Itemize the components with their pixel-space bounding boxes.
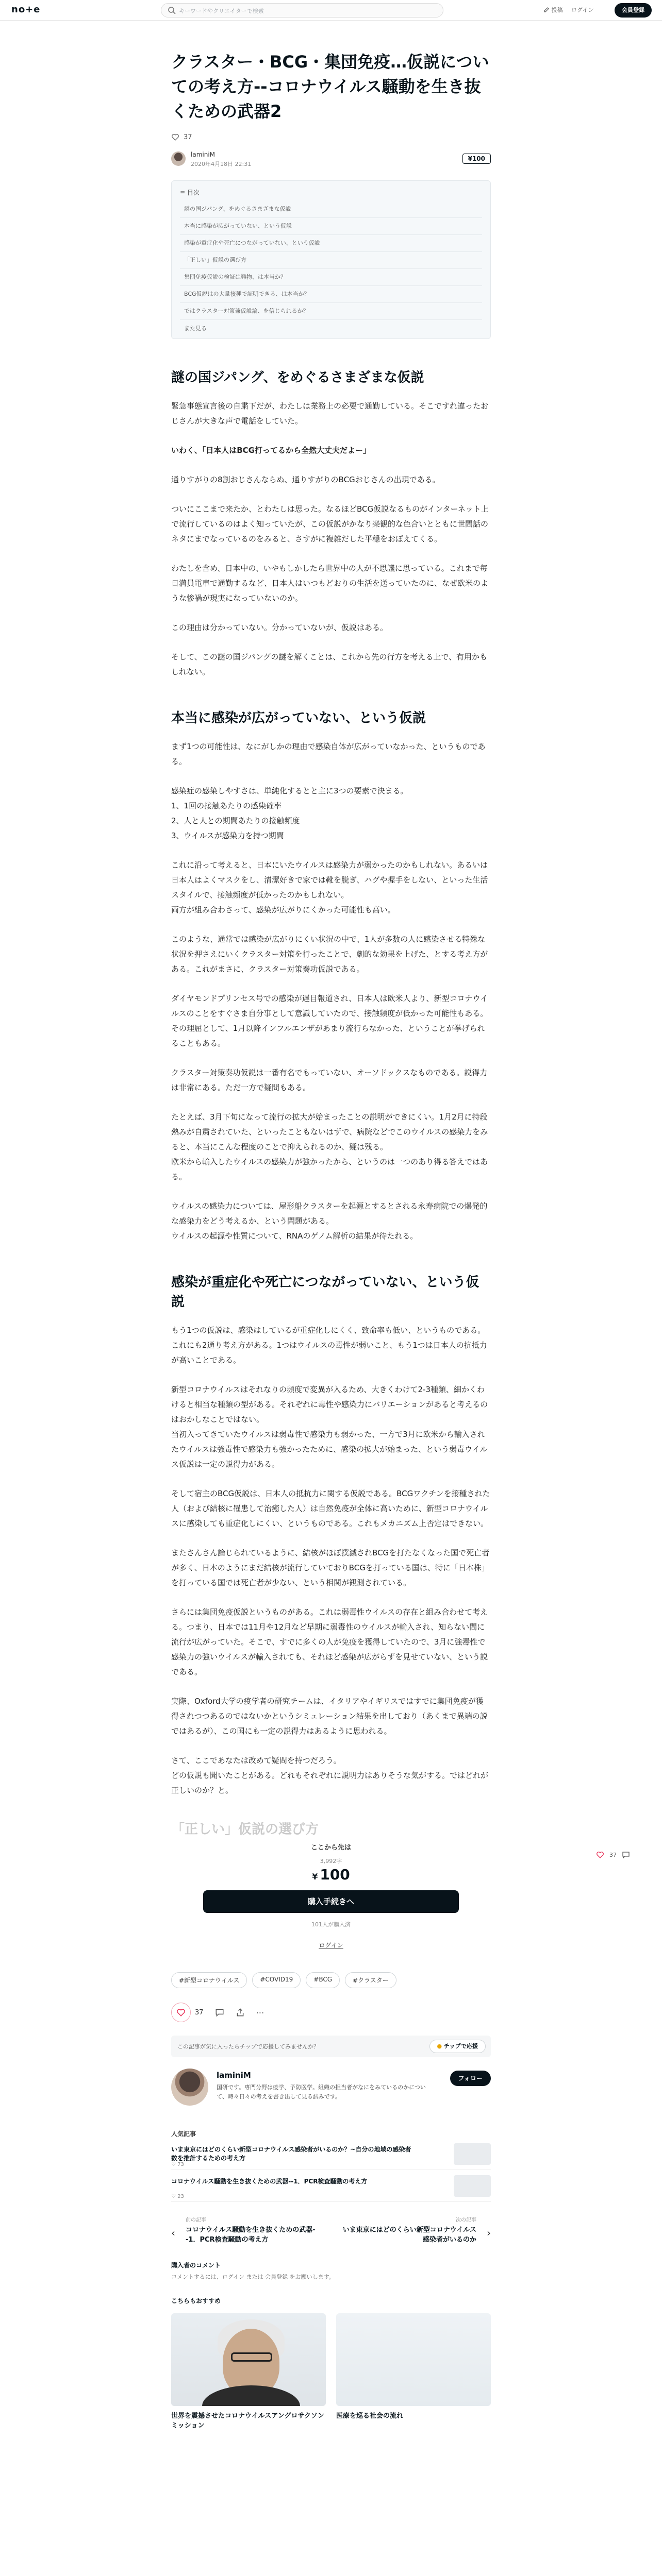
popular-thumbnail: [454, 2143, 491, 2165]
price-value: 100: [320, 1866, 350, 1883]
search-placeholder: キーワードやクリエイターで検索: [179, 8, 264, 14]
floating-like-count: 37: [609, 1851, 617, 1858]
popular-article[interactable]: [171, 2138, 491, 2170]
section-heading: 謎の国ジパング、をめぐるさまざまな仮説: [171, 370, 424, 385]
purchase-count: 101人が購入済: [311, 1921, 351, 1928]
paragraph: いわく、「日本人はBCG打ってるから全然大丈夫だよー」: [171, 446, 371, 455]
paragraph: もう1つの仮説は、感染はしているが重症化しにくく、致命率も低い、というものである。これにも2通り考え方がある。1つはウイルスの毒性が弱いこと、もう1つは日本人の抗抵力が高いことである。: [171, 1326, 487, 1365]
section-heading: 感染が重症化や死亡につながっていない、という仮説: [171, 1275, 479, 1310]
popular-heading: 人気記事: [171, 2130, 196, 2138]
note-logo[interactable]: no+e: [11, 4, 41, 15]
paragraph: 実際、Oxford大学の疫学者の研究チームは、イタリアやイギリスではすでに集団免疫が獲得されつつあるのではないかというシミュレーション結果を出しており（あくまで異端の説ではあるが）、この国にも一定の説得力はあるように思われる。: [171, 1697, 488, 1736]
list-icon: ≡: [180, 189, 187, 196]
tag[interactable]: #BCG: [306, 1972, 340, 1988]
paywall: [171, 1842, 491, 1950]
like-count: 37: [195, 2008, 204, 2016]
paragraph: この理由は分かっていない。分かっていないが、仮説はある。: [171, 623, 388, 632]
popular-title: コロナウイルス騒動を生き抜くための武器--1．PCR検査騒動の考え方: [171, 2178, 368, 2185]
signup-button[interactable]: 会員登録: [615, 3, 652, 18]
recommend-thumbnail: [336, 2313, 491, 2406]
like-button[interactable]: [171, 2003, 191, 2022]
recommend-card[interactable]: [336, 2313, 491, 2431]
share-icon[interactable]: [236, 2008, 245, 2017]
recommend-title: 医療を巡る社会の流れ: [336, 2412, 404, 2420]
next-article-link[interactable]: [336, 2215, 491, 2249]
popular-likes: ♡ 23: [171, 2194, 184, 2199]
toc-item[interactable]: ではクラスター対策兼仮説論、を信じられるか？: [180, 303, 482, 320]
section-heading: 本当に感染が広がっていない、という仮説: [171, 710, 426, 726]
paragraph: クラスター対策奏功仮説は一番有名でもっていない、オーソドックスなものである。説得力は非常にある。ただ一方で疑問もある。: [171, 1068, 488, 1092]
post-button[interactable]: [543, 6, 563, 14]
recommend-heading: こちらもおすすめ: [171, 2297, 221, 2304]
paragraph: またさんさん論じられているように、結核がほぼ撲滅されBCGを打たなくなった国で死亡者が多く、日本のようにまだ結核が流行していておりBCGを打っている国は、特に「日本株」を打っている国では死亡者が少ない、という相関が観測されている。: [171, 1548, 490, 1587]
floating-actions: [596, 1851, 630, 1859]
login-link[interactable]: ログイン: [571, 7, 594, 13]
toc-item[interactable]: 集団免疫仮説の検証は難物、は本当か？: [180, 269, 482, 286]
prev-label: 前の記事: [186, 2217, 206, 2223]
publish-date: 2020年4月18日 22:31: [191, 161, 252, 167]
article-pager: [171, 2215, 491, 2249]
pen-icon: [543, 7, 550, 13]
tag[interactable]: #クラスター: [345, 1972, 396, 1988]
paragraph: さて、ここであなたは改めて疑問を持つだろう。 どの仮説も聞いたことがある。どれもそれぞれに説明力はありそうな気がする。ではどれが正しいのか？と。: [171, 1756, 489, 1795]
author-row: [171, 150, 491, 169]
yen-symbol: ¥: [312, 1872, 318, 1882]
popular-title: いま東京にはどのくらい新型コロナウイルス感染者がいるのか？~自分の地域の感染者数を推計するための考え方: [171, 2146, 411, 2162]
site-header: [0, 0, 662, 21]
paragraph: 感染症の感染しやすさは、単純化するとと主に3つの要素で決まる。 1、1回の接触あたりの感染確率 2、人と人との期間あたりの接触頻度 3、ウイルスが感染力を持つ期間: [171, 786, 408, 840]
search-icon: [168, 6, 176, 14]
paragraph: そして、この謎の国ジパングの謎を解くことは、これから先の行方を考える上で、有用かもしれない。: [171, 652, 488, 676]
paragraph: わたしを含め、日本中の、いやもしかしたら世界中の人が不思議に思っている。これまで毎日満員電車で通勤するなど、日本人はいつもどおりの生活を送っていたのに、なぜ欧米のような惨禍が現実になっていないのか。: [171, 564, 489, 603]
recommend-thumbnail: [171, 2313, 326, 2406]
table-of-contents: [171, 180, 491, 339]
paragraph: これに沿って考えると、日本にいたウイルスは感染力が弱かったのかもしれない。あるいは日本人はよくマスクをし、清潔好きで家では靴を脱ぎ、ハグや握手をしない、といった生活スタイルで、接触頻度が低かったのかもしれない。 両方が組み合わさって、感染が広がりにくかった可能性も高い。: [171, 860, 488, 914]
next-label: 次の記事: [456, 2217, 476, 2223]
paragraph: たとえば、3月下旬になって流行の拡大が始まったことの説明ができにくい。1月2月に特段熱みが自粛されていた、といったこともないはずで、病院などでこのウイルスの感染力をみると、本当にこんな程度のことで抑えられるのか、疑は残る。 欧米から輸入したウイルスの感染力が強かったから、というのは一つのあり得る答えではある。: [171, 1112, 488, 1181]
tag-list: [171, 1972, 491, 1988]
paragraph: さらには集団免疫仮説というものがある。これは弱毒性ウイルスの存在と組み合わせて考える。つまり、日本では11月や12月など早期に弱毒性のウイルスが輸入され、知らない間に流行が広がっていた。そこで、すでに多くの人が免疫を獲得していたので、3月に強毒性で感染力の強いウイルスが輸入されても、それほど感染が広がらずを見せていない、という説である。: [171, 1607, 488, 1676]
toc-item[interactable]: 「正しい」仮説の選び方: [180, 252, 482, 269]
action-bar: [171, 2003, 491, 2022]
comment-heading: 購入者のコメント: [171, 2262, 221, 2269]
chevron-left-icon: ‹: [171, 2227, 175, 2239]
more-icon[interactable]: ⋯: [256, 2007, 264, 2018]
purchase-button[interactable]: 購入手続きへ: [203, 1890, 459, 1913]
paragraph: 通りすがりの8割おじさんならぬ、通りすがりのBCGおじさんの出現である。: [171, 475, 440, 484]
price-badge: ¥100: [462, 154, 491, 164]
popular-likes: ♡ 73: [171, 2162, 184, 2167]
paywall-price: [171, 1866, 491, 1883]
paywall-chars: 3,992字: [320, 1858, 342, 1865]
recommend-card[interactable]: [171, 2313, 326, 2431]
article-title: クラスター・BCG・集団免疫…仮説についての考え方--コロナウイルス騒動を生き抜くための武器2: [171, 52, 489, 121]
toc-show-more[interactable]: また見る: [184, 325, 207, 332]
article: [171, 49, 491, 2431]
popular-thumbnail: [454, 2175, 491, 2197]
paragraph: 新型コロナウイルスはそれなりの頻度で変異が入るため、大きくわけて2-3種類、細かくわけると相当な種類の型がある。それぞれに毒性や感染力にバリエーションがあると考えるのはおかしなことではない。 当初入ってきていたウイルスは弱毒性で感染力も弱かった、一方で3月に欧米から輸入されたウイルスは強毒性で感染力も強かったために、感染の拡大が始まった、という弱毒ウイルス仮説は一定の説得力がある。: [171, 1385, 488, 1469]
tip-label: チップで応援: [444, 2043, 478, 2049]
prev-title: コロナウイルス騒動を生き抜くための武器--1．PCR検査騒動の考え方: [186, 2226, 316, 2244]
tag[interactable]: #新型コロナウイルス: [171, 1972, 247, 1988]
tag[interactable]: #COVID19: [252, 1972, 301, 1988]
recommend-title: 世界を震撼させたコロナウイルスアングロサクソン ミッション: [171, 2412, 324, 2430]
paragraph: 緊急事態宣言後の自粛下だが、わたしは業務上の必要で通勤している。そこですれ違ったおじさんが大きな声で電話をしていた。: [171, 401, 489, 426]
follow-button[interactable]: フォロー: [450, 2071, 491, 2086]
comment-icon[interactable]: [215, 2008, 224, 2017]
search-input[interactable]: [161, 3, 443, 18]
paragraph: そして宿主のBCG仮説は、日本人の抵抗力に関する仮説である。BCGワクチンを接種された人（および結核に罹患して治癒した人）は自然免疫が全体に高いために、新型コロナウイルスに感染しても重症化しにくい、というものである。これもメカニズム上否定はできない。: [171, 1489, 490, 1528]
post-label: 投稿: [551, 7, 563, 13]
prev-article-link[interactable]: [171, 2215, 326, 2249]
tip-icon: ●: [437, 2043, 442, 2049]
profile-name[interactable]: laminiM: [217, 2071, 251, 2080]
tip-button[interactable]: [429, 2040, 486, 2053]
comment-section: [171, 2261, 491, 2281]
toc-item[interactable]: 感染が重症化や死亡につながっていない、という仮説: [180, 235, 482, 252]
paragraph: ついにここまで来たか、とわたしは思った。なるほどBCG仮説なるものがインターネット上で流行しているのはよく知っていたが、この仮説がかなり楽観的な色合いとともに世間話のネタにまでなっているのをみると、さすがに複雑だした平穏をおぼえてくる。: [171, 504, 489, 544]
paragraph: ウイルスの感染力については、屋形船クラスターを起源とするとされる永寿病院での爆発的な感染力をどう考えるか、という問題がある。 ウイルスの起源や性質について、RNAのゲノム解析の結果が待たれる。: [171, 1201, 488, 1241]
chevron-right-icon: ›: [487, 2227, 491, 2239]
login-link[interactable]: ログイン: [319, 1942, 343, 1949]
author-avatar[interactable]: [171, 151, 186, 166]
recommend-list: [171, 2313, 491, 2431]
author-profile: [171, 2069, 491, 2125]
popular-article[interactable]: [171, 2170, 491, 2202]
heart-icon: [176, 2008, 186, 2017]
profile-bio: 国研です。専門分野は疫学、予防医学。組織の担当者がなにをみているのかについて、時々日々の考えを書き出して見る試みです。: [217, 2084, 426, 2100]
faded-heading: 「正しい」仮説の選び方: [171, 1822, 319, 1837]
toc-item[interactable]: BCG仮説はの大量接種で証明できる、は本当か？: [180, 286, 482, 303]
heart-icon[interactable]: [596, 1851, 604, 1859]
tip-banner: [171, 2036, 491, 2057]
paragraph: ダイヤモンドプリンセス号での感染が遅目報道され、日本人は欧米人より、新型コロナウイルスのことをすぐさま自分事として意識していたので、接触頻度が低かった可能性もある。 その理屈として、1月以降インフルエンザがあまり流行らなかった、ということが挙げられることもある。: [171, 994, 488, 1048]
next-title: いま東京にはどのくらい新型コロナウイルス感染者がいるのか: [342, 2226, 476, 2244]
like-count: 37: [184, 133, 192, 141]
paywall-note: ここから先は: [310, 1844, 351, 1852]
toc-item[interactable]: 謎の国ジパング、をめぐるさまざまな仮説: [180, 201, 482, 218]
author-avatar[interactable]: [171, 2069, 208, 2106]
toc-item[interactable]: 本当に感染が広がっていない、という仮説: [180, 218, 482, 235]
toc-heading: ≡ 目次: [180, 189, 200, 196]
heart-icon: [171, 133, 179, 141]
paragraph: まず1つの可能性は、なにがしかの理由で感染自体が広がっていなかった、というものである。: [171, 742, 486, 766]
tip-question: この記事が気に入ったらチップで応援してみませんか？: [177, 2043, 319, 2050]
comment-icon[interactable]: [622, 1851, 630, 1859]
like-summary[interactable]: [171, 133, 491, 141]
paragraph: このような、通常では感染が広がりにくい状況の中で、1人が多数の人に感染させる特殊な状況を押さえにいくクラスター対策を行ったことで、劇的な効果を上げた、とする考え方がある。これがまさに、クラスター対策奏功仮説である。: [171, 935, 488, 974]
comment-login-note: コメントするには、ログイン または 会員登録 をお願いします。: [171, 2274, 335, 2280]
author-name[interactable]: laminiM: [191, 151, 216, 158]
